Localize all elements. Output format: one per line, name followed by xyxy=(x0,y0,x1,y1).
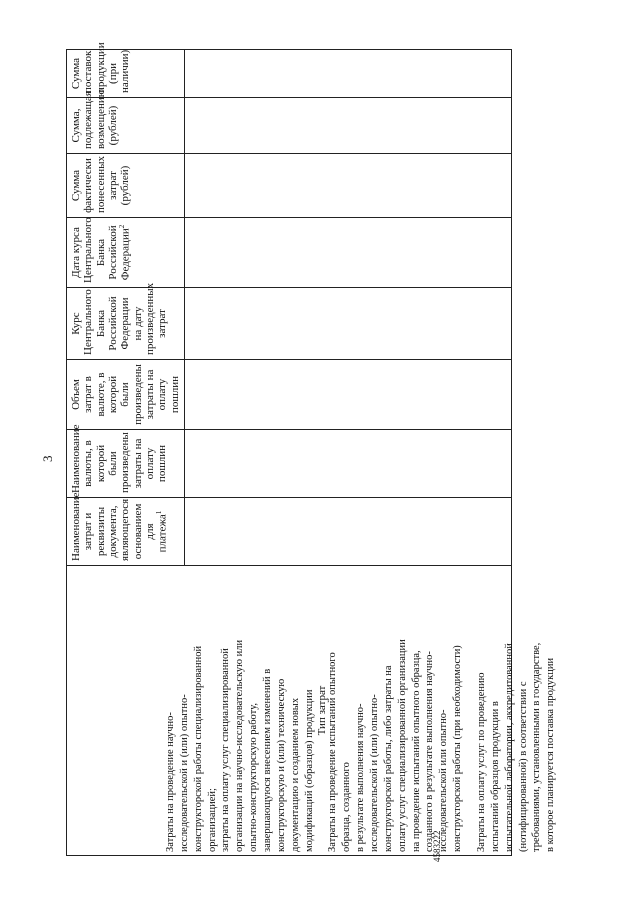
cell-supply-sum xyxy=(184,50,511,98)
cell-expense-name xyxy=(184,498,511,566)
page-number: 3 xyxy=(40,455,55,462)
header-cost-type: Тип затрат xyxy=(67,566,512,856)
header-expense-name: Наименование затрат и реквизиты документа, являющегося основанием для платежа$^1$ xyxy=(67,498,185,566)
header-supply-sum: Сумма поставок продукции (при наличии) xyxy=(67,50,185,98)
header-rate-date: Дата курса Центрального Банка Российской Федерации$^2$ xyxy=(67,218,185,288)
rotated-page xyxy=(40,42,470,862)
cost-type-2: Затраты на проведение испытаний опытного образца, созданного в результате выполнения научно- исследовательской и (или) опытно- конструкторской работы, либо затраты на оплату услуг специализированной организации на проведение испытаний опытного образца, созданного в результате выполнения научно- исследовательской или опытно- конструкторской работы (при необходимости) xyxy=(327,639,464,852)
cost-type-1: Затраты на проведение научно- исследовательской и (или) опытно- конструкторской работы специализированной организацией; затраты на оплату услуг специализированной организации на научно-исследовательскую или опытно-конструкторскую работу, завершающуюся внесением изменений в конструкторскую и (или) техническую документацию и созданием новых модификаций (образцов) продукции xyxy=(165,639,315,852)
cell-currency-name xyxy=(184,430,511,498)
header-actual-costs: Сумма фактически понесенных затрат (рублей) xyxy=(67,154,185,218)
document-id: 4583222 xyxy=(432,830,442,862)
cell-cbr-rate xyxy=(184,288,511,360)
cell-reimbursable-sum xyxy=(184,98,511,154)
costs-table xyxy=(66,42,512,856)
header-currency-volume: Объем затрат в валюте, в которой были произведены затраты на оплату пошлин xyxy=(67,360,185,430)
cost-type-3: Затраты на оплату услуг по проведению испытаний образцов продукции в испытательной лаборатории, аккредитованной (нотифицированной) в соответствии с требованиями, установленными в государстве, в которое планируется поставка продукции xyxy=(476,642,557,852)
header-reimbursable-sum: Сумма, подлежащая возмещению (рублей) xyxy=(67,98,185,154)
header-currency-name: Наименование валюты, в которой были произведены затраты на оплату пошлин xyxy=(67,430,185,498)
header-cbr-rate: Курс Центрального Банка Российской Федерации на дату произведенных затрат xyxy=(67,288,185,360)
cell-rate-date xyxy=(184,218,511,288)
cell-currency-volume xyxy=(184,360,511,430)
cell-actual-costs xyxy=(184,154,511,218)
header-row xyxy=(67,50,185,856)
